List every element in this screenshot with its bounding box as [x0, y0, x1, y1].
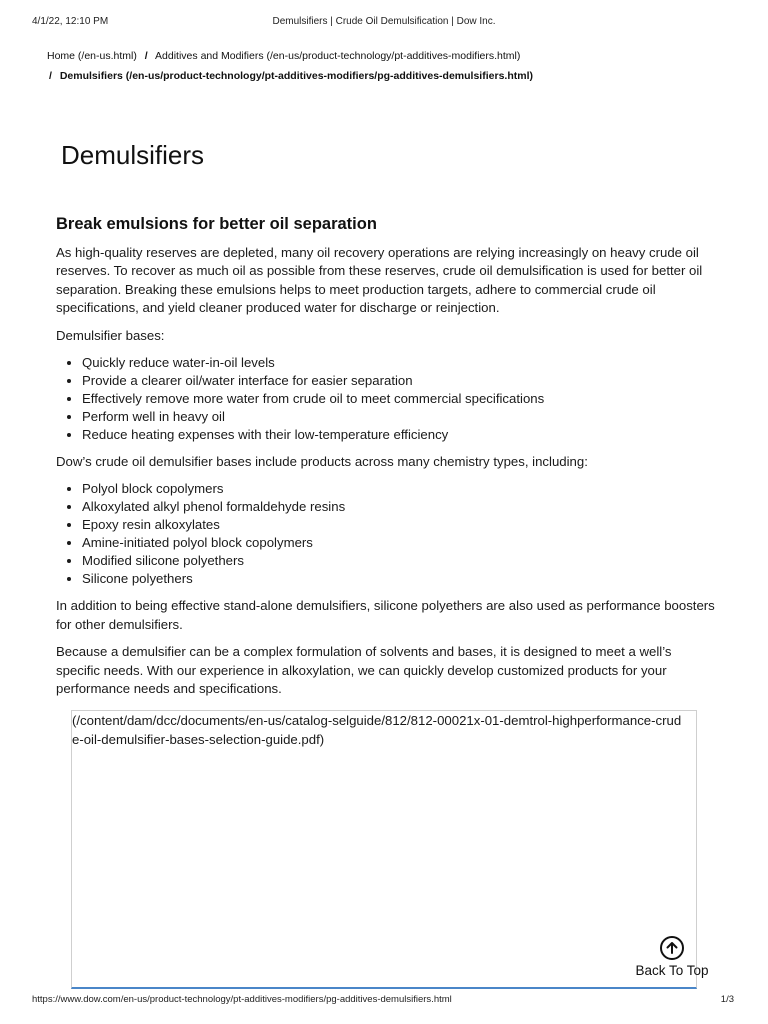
custom-products-paragraph: Because a demulsifier can be a complex formulation of solvents and bases, it is designed to meet a well’s specific needs. With our experience in alkoxylation, we can quickly develop customized products for your performance needs and specifications. — [56, 644, 672, 697]
selection-guide-pdf-link[interactable]: (/content/dam/dcc/documents/en-us/catalog-selguide/812/812-00021x-01-demtrol-highperformance-crude-oil-demulsifier-bases-selection-guide.pdf) — [72, 713, 682, 747]
breadcrumb — [47, 46, 728, 86]
bases-label: Demulsifier bases: — [56, 327, 165, 343]
breadcrumb-separator: / — [49, 70, 52, 82]
chemistry-label: Dow’s crude oil demulsifier bases include products across many chemistry types, including: — [56, 454, 588, 470]
print-date: 4/1/22, 12:10 PM — [32, 16, 109, 27]
back-to-top-label: Back To Top — [635, 963, 709, 978]
print-page-number: 1/3 — [720, 994, 734, 1005]
list-item: • Perform well in heavy oil — [82, 408, 716, 426]
pdf-embed-frame — [71, 710, 697, 989]
back-to-top-button[interactable] — [630, 936, 714, 979]
list-item: • Modified silicone polyethers — [82, 552, 716, 570]
print-footer — [32, 994, 736, 1008]
breadcrumb-home-link[interactable]: Home (/en-us.html) — [47, 50, 137, 62]
list-item: • Reduce heating expenses with their low-temperature efficiency — [82, 426, 716, 444]
list-item: • Polyol block copolymers — [82, 480, 716, 498]
list-item: • Alkoxylated alkyl phenol formaldehyde resins — [82, 498, 716, 516]
list-item: • Epoxy resin alkoxylates — [82, 516, 716, 534]
arrow-up-circle-icon — [660, 936, 684, 960]
list-item: • Effectively remove more water from crude oil to meet commercial specifications — [82, 390, 716, 408]
silicone-paragraph: In addition to being effective stand-alone demulsifiers, silicone polyethers are also used as performance boosters for other demulsifiers. — [56, 598, 715, 632]
list-item: • Quickly reduce water-in-oil levels — [82, 354, 716, 372]
page-title: Demulsifiers — [61, 140, 205, 170]
main-content — [56, 212, 716, 707]
breadcrumb-separator: / — [144, 50, 148, 62]
breadcrumb-line-1 — [47, 46, 728, 66]
breadcrumb-demulsifiers-link[interactable]: Demulsifiers (/en-us/product-technology/pt-additives-modifiers/pg-additives-demulsifiers.html) — [59, 70, 533, 82]
section-heading: Break emulsions for better oil separation — [56, 215, 377, 233]
print-url: https://www.dow.com/en-us/product-technology/pt-additives-modifiers/pg-additives-demulsifiers.html — [32, 994, 452, 1005]
print-header — [32, 16, 736, 32]
bases-list — [56, 354, 716, 444]
print-document-title: Demulsifiers | Crude Oil Demulsification | Dow Inc. — [272, 16, 496, 27]
list-item: • Amine-initiated polyol block copolymers — [82, 534, 716, 552]
list-item: • Silicone polyethers — [82, 570, 716, 588]
chemistry-list — [56, 480, 716, 588]
list-item: • Provide a clearer oil/water interface for easier separation — [82, 372, 716, 390]
breadcrumb-additives-link[interactable]: Additives and Modifiers (/en-us/product-technology/pt-additives-modifiers.html) — [155, 50, 521, 62]
breadcrumb-line-2 — [47, 66, 728, 86]
intro-paragraph: As high-quality reserves are depleted, many oil recovery operations are relying increasingly on heavy crude oil reserves. To recover as much oil as possible from these reserves, crude oil demulsification is used for better oil separation. Breaking these emulsions helps to meet production targets, adhere to commercial crude oil specifications, and yield cleaner produced water for discharge or reinjection. — [56, 245, 703, 316]
